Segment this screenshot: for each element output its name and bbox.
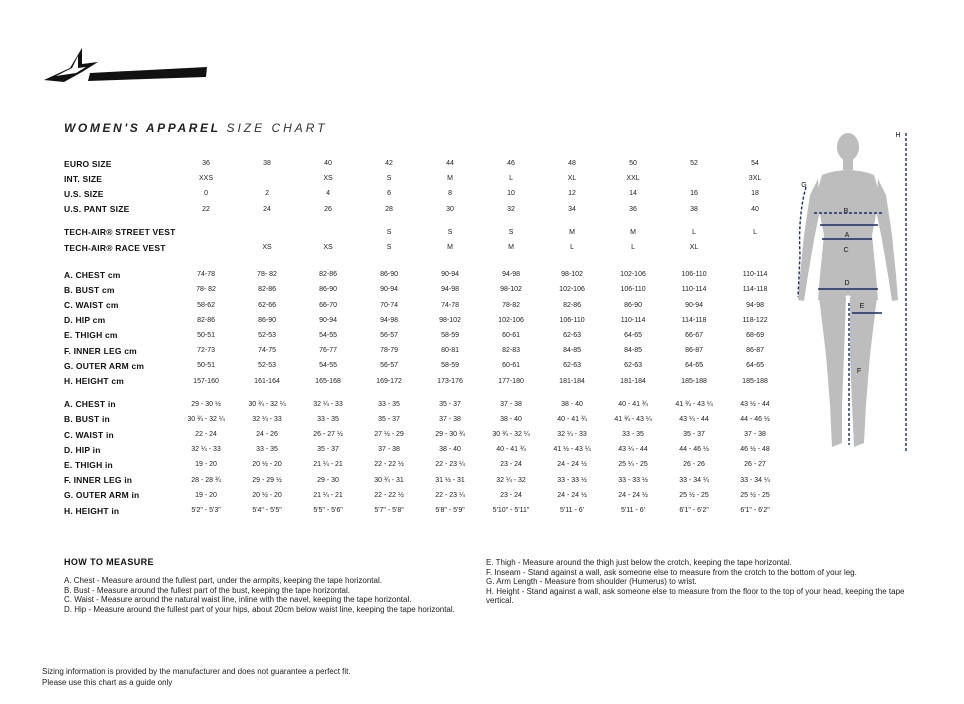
size-cell: 102-106 xyxy=(498,316,524,324)
size-cell: 86-87 xyxy=(685,347,703,355)
size-cell: 74-75 xyxy=(258,347,276,355)
title-light: SIZE CHART xyxy=(226,121,328,135)
size-cell: 38 - 40 xyxy=(439,446,461,454)
size-cell: 169-172 xyxy=(376,377,402,385)
size-cell: 94-98 xyxy=(746,301,764,309)
size-row xyxy=(64,488,786,503)
size-cell: 33 - 35 xyxy=(256,446,278,454)
row-label: E. THIGH in xyxy=(64,459,113,470)
size-cell: 165-168 xyxy=(315,377,341,385)
figure-label-d: D xyxy=(844,280,850,287)
size-cell: 22 - 22 ½ xyxy=(374,491,404,499)
how-to-measure-heading: HOW TO MEASURE xyxy=(64,557,154,567)
body-measurement-figure xyxy=(792,125,922,465)
size-cell: 70-74 xyxy=(380,301,398,309)
size-cell: 5'8" - 5'9" xyxy=(435,507,465,515)
size-cell: 25 ½ - 25 xyxy=(679,491,709,499)
size-cell: 35 - 37 xyxy=(683,431,705,439)
size-cell: 31 ½ - 31 xyxy=(435,476,465,484)
size-cell: 35 - 37 xyxy=(439,400,461,408)
how-to-item: F. Inseam - Stand against a wall, ask someone else to measure from the crotch to the bottom of your leg. xyxy=(486,567,857,577)
size-cell: 24 - 24 ½ xyxy=(618,491,648,499)
size-cell: 33 - 34 ¼ xyxy=(740,476,770,484)
alpinestars-logo xyxy=(42,46,212,84)
size-cell: S xyxy=(386,175,392,183)
size-cell: 22 - 24 xyxy=(195,431,217,439)
size-cell: 10 xyxy=(507,190,515,198)
size-cell: 22 xyxy=(202,205,210,213)
size-cell: 173-176 xyxy=(437,377,463,385)
size-cell: 46 xyxy=(507,160,515,168)
row-label: TECH-AIR® RACE VEST xyxy=(64,242,166,253)
size-cell: 181-184 xyxy=(620,377,646,385)
size-cell: S xyxy=(386,228,392,236)
size-row xyxy=(64,267,786,282)
size-cell: 0 xyxy=(204,190,208,198)
size-cell: 38 - 40 xyxy=(500,415,522,423)
size-cell: 43 ¼ - 44 xyxy=(679,415,709,423)
size-cell: 98-102 xyxy=(439,316,461,324)
row-label: A. CHEST in xyxy=(64,399,116,410)
size-cell: 78-79 xyxy=(380,347,398,355)
row-label: TECH-AIR® STREET VEST xyxy=(64,227,176,238)
size-cell: 56-57 xyxy=(380,362,398,370)
size-cell: 106-110 xyxy=(681,271,707,279)
size-cell: 44 xyxy=(446,160,454,168)
size-cell: 5'2" - 5'3" xyxy=(191,507,221,515)
size-cell xyxy=(176,225,237,240)
size-cell: 62-66 xyxy=(258,301,276,309)
size-cell: 43 ¼ - 44 xyxy=(618,446,648,454)
size-cell xyxy=(176,240,237,255)
row-label: H. HEIGHT cm xyxy=(64,376,125,387)
size-cell: 18 xyxy=(751,190,759,198)
size-cell: 28 - 28 ¾ xyxy=(191,476,221,484)
size-cell: 26 - 27 ½ xyxy=(313,431,343,439)
row-label: A. CHEST cm xyxy=(64,269,121,280)
size-cell: 98-102 xyxy=(561,271,583,279)
size-row xyxy=(64,240,786,255)
size-cell: 32 ¼ - 32 xyxy=(496,476,526,484)
size-cell: S xyxy=(447,228,453,236)
size-cell: 56-57 xyxy=(380,331,398,339)
size-cell: 62-63 xyxy=(563,331,581,339)
size-cell: M xyxy=(447,244,453,252)
size-cell: 5'11 - 6' xyxy=(621,507,645,515)
size-cell: 74-78 xyxy=(441,301,459,309)
size-cell: 37 - 38 xyxy=(744,431,766,439)
size-cell: 30 ¾ - 32 ¼ xyxy=(492,431,530,439)
size-cell: 60-61 xyxy=(502,331,520,339)
size-cell: 74-78 xyxy=(197,271,215,279)
size-cell: 58-62 xyxy=(197,301,215,309)
size-cell: 177-180 xyxy=(498,377,524,385)
size-row xyxy=(64,186,786,201)
size-cell: 38 xyxy=(263,160,271,168)
size-cell: 5'11 - 6' xyxy=(560,507,584,515)
size-cell: 33 - 33 ½ xyxy=(557,476,587,484)
size-cell: 86-90 xyxy=(258,316,276,324)
size-cell xyxy=(298,225,359,240)
size-cell: XL xyxy=(567,175,577,183)
size-cell: 86-90 xyxy=(319,286,337,294)
size-cell: M xyxy=(630,228,636,236)
size-cell: 82-86 xyxy=(258,286,276,294)
size-cell: 41 ½ - 43 ¼ xyxy=(553,446,591,454)
size-cell: 38 - 40 xyxy=(561,400,583,408)
size-cell: 26 xyxy=(324,205,332,213)
size-cell: 80-81 xyxy=(441,347,459,355)
size-cell: 20 ½ - 20 xyxy=(252,461,282,469)
size-row xyxy=(64,313,786,328)
size-cell: 46 ½ - 48 xyxy=(740,446,770,454)
row-label: E. THIGH cm xyxy=(64,330,118,341)
size-cell: 35 - 37 xyxy=(378,415,400,423)
size-cell: 48 xyxy=(568,160,576,168)
size-cell: 33 - 35 xyxy=(622,431,644,439)
size-cell xyxy=(664,171,725,186)
size-cell: 29 - 30 ½ xyxy=(191,400,221,408)
size-cell: 24 xyxy=(263,205,271,213)
size-cell: 16 xyxy=(690,190,698,198)
size-cell: 37 - 38 xyxy=(500,400,522,408)
size-cell: 22 - 22 ½ xyxy=(374,461,404,469)
size-cell: 161-164 xyxy=(254,377,280,385)
size-cell: 19 - 20 xyxy=(195,461,217,469)
size-cell: 32 ¼ - 33 xyxy=(313,400,343,408)
size-cell: 33 - 33 ½ xyxy=(618,476,648,484)
size-cell: L xyxy=(570,244,574,252)
size-cell: 94-98 xyxy=(441,286,459,294)
row-label: G. OUTER ARM cm xyxy=(64,360,145,371)
row-spacer xyxy=(64,255,786,267)
size-cell: 110-114 xyxy=(620,316,646,324)
size-cell: 23 - 24 xyxy=(500,461,522,469)
size-cell: 181-184 xyxy=(559,377,585,385)
size-cell: 40 xyxy=(751,205,759,213)
size-cell: XXS xyxy=(199,175,214,183)
size-cell: 84-85 xyxy=(563,347,581,355)
size-cell: 38 xyxy=(690,205,698,213)
size-cell: 185-188 xyxy=(742,377,768,385)
size-cell: 94-98 xyxy=(502,271,520,279)
size-cell: L xyxy=(631,244,635,252)
size-cell: 118-122 xyxy=(742,316,768,324)
size-row xyxy=(64,503,786,518)
size-cell: 64-65 xyxy=(746,362,764,370)
size-cell: 78- 82 xyxy=(257,271,277,279)
how-to-item: H. Height - Stand against a wall, ask someone else to measure from the floor to the top of your head, keeping the tape vertical. xyxy=(486,586,905,606)
page-title xyxy=(64,121,328,135)
size-cell: 90-94 xyxy=(441,271,459,279)
size-cell: 24 - 26 xyxy=(256,431,278,439)
size-cell: 98-102 xyxy=(500,286,522,294)
size-row xyxy=(64,156,786,171)
how-to-item: A. Chest - Measure around the fullest part, under the armpits, keeping the tape horizontal. xyxy=(64,576,382,585)
size-cell: 62-63 xyxy=(563,362,581,370)
size-cell: 32 ¼ - 33 xyxy=(191,446,221,454)
size-cell: 40 - 41 ¾ xyxy=(557,415,587,423)
size-cell: 42 xyxy=(385,160,393,168)
row-label: C. WAIST cm xyxy=(64,300,119,311)
size-cell: 37 - 38 xyxy=(439,415,461,423)
row-label: C. WAIST in xyxy=(64,429,114,440)
size-cell: 24 - 24 ½ xyxy=(557,491,587,499)
row-label: U.S. SIZE xyxy=(64,188,104,199)
size-cell: 34 xyxy=(568,205,576,213)
size-cell: 82-86 xyxy=(563,301,581,309)
size-cell: 62-63 xyxy=(624,362,642,370)
size-cell: 64-65 xyxy=(624,331,642,339)
size-cell: 185-188 xyxy=(681,377,707,385)
size-cell: 58-59 xyxy=(441,362,459,370)
size-cell: 22 - 23 ¼ xyxy=(435,491,465,499)
size-cell: 32 ¼ - 33 xyxy=(557,431,587,439)
size-cell xyxy=(237,171,298,186)
figure-label-b: B xyxy=(843,208,849,215)
size-cell: 106-110 xyxy=(559,316,585,324)
footer-disclaimer xyxy=(42,666,351,688)
size-cell: 54-55 xyxy=(319,331,337,339)
size-cell: 102-106 xyxy=(559,286,585,294)
row-label: B. BUST cm xyxy=(64,284,115,295)
size-cell: 6'1" - 6'2" xyxy=(740,507,770,515)
how-to-item: B. Bust - Measure around the fullest part of the bust, keeping the tape horizontal. xyxy=(64,585,350,595)
size-cell: 5'10" - 5'11" xyxy=(492,507,530,515)
size-cell: 54 xyxy=(751,160,759,168)
figure-label-f: F xyxy=(856,368,862,375)
size-cell: 29 - 30 xyxy=(317,476,339,484)
size-row xyxy=(64,328,786,343)
size-cell: 32 ¼ - 33 xyxy=(252,415,282,423)
size-cell: XS xyxy=(323,175,333,183)
size-cell: 50 xyxy=(629,160,637,168)
size-cell: 33 - 35 xyxy=(378,400,400,408)
size-cell: 78-82 xyxy=(502,301,520,309)
size-cell: 110-114 xyxy=(742,271,768,279)
size-chart-table xyxy=(64,156,786,518)
size-row xyxy=(64,225,786,240)
row-label: H. HEIGHT in xyxy=(64,505,120,516)
size-cell: 110-114 xyxy=(681,286,707,294)
size-cell: 78- 82 xyxy=(196,286,216,294)
size-cell: 41 ¾ - 43 ¼ xyxy=(614,415,652,423)
size-cell: 19 - 20 xyxy=(195,491,217,499)
size-cell: 50-51 xyxy=(197,331,215,339)
figure-label-g: G xyxy=(801,182,807,189)
how-to-item: D. Hip - Measure around the fullest part of your hips, about 20cm below waist line, keeping the tape horizontal. xyxy=(64,604,455,614)
size-cell: 20 ½ - 20 xyxy=(252,491,282,499)
size-cell: 44 - 46 ½ xyxy=(679,446,709,454)
size-cell: 4 xyxy=(326,190,330,198)
size-cell: 157-160 xyxy=(193,377,219,385)
size-row xyxy=(64,282,786,297)
size-row xyxy=(64,171,786,186)
row-label: F. INNER LEG in xyxy=(64,475,133,486)
size-cell: 86-90 xyxy=(624,301,642,309)
size-cell: S xyxy=(386,244,392,252)
size-cell: 8 xyxy=(448,190,452,198)
footer-line-2: Please use this chart as a guide only xyxy=(42,678,173,687)
size-cell: 6 xyxy=(387,190,391,198)
size-cell: 21 ¼ - 21 xyxy=(313,461,343,469)
how-to-item: E. Thigh - Measure around the thigh just below the crotch, keeping the tape horizontal. xyxy=(486,558,792,567)
size-cell: 36 xyxy=(629,205,637,213)
size-cell: 27 ½ - 29 xyxy=(374,431,404,439)
size-cell: 25 ¼ - 25 xyxy=(618,461,648,469)
size-cell: 30 ¾ - 31 xyxy=(374,476,404,484)
size-cell: 29 - 29 ½ xyxy=(252,476,282,484)
size-cell: 90-94 xyxy=(685,301,703,309)
size-cell: 2 xyxy=(265,190,269,198)
size-cell: 40 xyxy=(324,160,332,168)
size-row xyxy=(64,397,786,412)
figure-label-h: H xyxy=(895,132,901,139)
size-cell: 14 xyxy=(629,190,637,198)
size-row xyxy=(64,442,786,457)
size-cell: 58-59 xyxy=(441,331,459,339)
size-row xyxy=(64,373,786,388)
row-spacer xyxy=(64,389,786,397)
size-row xyxy=(64,202,786,217)
size-cell: 90-94 xyxy=(380,286,398,294)
size-cell: 29 - 30 ¾ xyxy=(435,431,465,439)
size-cell: 35 - 37 xyxy=(317,446,339,454)
size-cell: 30 xyxy=(446,205,454,213)
size-row xyxy=(64,457,786,472)
footer-line-1: Sizing information is provided by the manufacturer and does not guarantee a perfect fit. xyxy=(42,667,351,676)
size-cell xyxy=(725,240,786,255)
row-label: B. BUST in xyxy=(64,414,110,425)
size-cell: 36 xyxy=(202,160,210,168)
size-cell: 28 xyxy=(385,205,393,213)
size-cell: 22 - 23 ¼ xyxy=(435,461,465,469)
size-cell: 26 - 27 xyxy=(744,461,766,469)
row-label: G. OUTER ARM in xyxy=(64,490,140,501)
size-cell: 5'7" - 5'8" xyxy=(374,507,404,515)
size-cell: L xyxy=(692,228,696,236)
size-cell: 60-61 xyxy=(502,362,520,370)
size-cell: 102-106 xyxy=(620,271,646,279)
size-cell: 90-94 xyxy=(319,316,337,324)
size-cell: 86-90 xyxy=(380,271,398,279)
size-cell: S xyxy=(508,228,514,236)
size-cell: L xyxy=(509,175,513,183)
size-cell: 66-67 xyxy=(685,331,703,339)
row-label: D. HIP in xyxy=(64,444,101,455)
size-cell: M xyxy=(447,175,453,183)
size-cell: 33 - 34 ¼ xyxy=(679,476,709,484)
figure-label-c: C xyxy=(843,247,849,254)
size-cell: 72-73 xyxy=(197,347,215,355)
size-cell: 25 ½ - 25 xyxy=(740,491,770,499)
size-cell: 32 xyxy=(507,205,515,213)
size-cell: 52-53 xyxy=(258,331,276,339)
size-cell: 82-83 xyxy=(502,347,520,355)
size-row xyxy=(64,427,786,442)
size-cell: 40 - 41 ¾ xyxy=(618,400,648,408)
size-cell: 12 xyxy=(568,190,576,198)
size-cell: 114-118 xyxy=(742,286,768,294)
size-cell: 52 xyxy=(690,160,698,168)
size-cell: 5'5" - 5'6" xyxy=(313,507,343,515)
size-cell: 64-65 xyxy=(685,362,703,370)
row-label: EURO SIZE xyxy=(64,158,112,169)
size-cell: 30 ¾ - 32 ¼ xyxy=(187,415,225,423)
size-cell: 3XL xyxy=(748,175,762,183)
row-label: F. INNER LEG cm xyxy=(64,345,137,356)
size-cell: 84-85 xyxy=(624,347,642,355)
size-cell: 26 - 26 xyxy=(683,461,705,469)
size-cell: 94-98 xyxy=(380,316,398,324)
size-cell: 44 - 46 ½ xyxy=(740,415,770,423)
size-cell: 30 ¾ - 32 ¼ xyxy=(248,400,286,408)
size-cell: 106-110 xyxy=(620,286,646,294)
how-to-left xyxy=(64,576,464,614)
size-cell: XS xyxy=(323,244,333,252)
row-label: INT. SIZE xyxy=(64,173,103,184)
figure-label-e: E xyxy=(859,303,865,310)
size-cell: 6'1" - 6'2" xyxy=(679,507,709,515)
size-cell: 114-118 xyxy=(681,316,707,324)
size-row xyxy=(64,343,786,358)
size-cell: M xyxy=(569,228,575,236)
size-cell: XXL xyxy=(626,175,640,183)
row-label: D. HIP cm xyxy=(64,315,106,326)
size-row xyxy=(64,358,786,373)
size-cell: 68-69 xyxy=(746,331,764,339)
size-cell: 24 - 24 ½ xyxy=(557,461,587,469)
size-row xyxy=(64,298,786,313)
size-cell: 23 - 24 xyxy=(500,491,522,499)
row-spacer xyxy=(64,217,786,225)
size-cell: 82-86 xyxy=(197,316,215,324)
size-cell: XS xyxy=(262,244,272,252)
size-cell: M xyxy=(508,244,514,252)
size-row xyxy=(64,412,786,427)
size-cell: 54-55 xyxy=(319,362,337,370)
how-to-right xyxy=(486,558,906,606)
size-cell: 33 - 35 xyxy=(317,415,339,423)
size-cell: 82-86 xyxy=(319,271,337,279)
size-cell: 66-70 xyxy=(319,301,337,309)
how-to-item: G. Arm Length - Measure from shoulder (Humerus) to wrist. xyxy=(486,577,697,587)
size-cell: 43 ½ - 44 xyxy=(740,400,770,408)
figure-label-a: A xyxy=(844,232,850,239)
size-cell: 37 - 38 xyxy=(378,446,400,454)
size-row xyxy=(64,473,786,488)
size-cell: XL xyxy=(689,244,699,252)
size-cell: 86-87 xyxy=(746,347,764,355)
size-cell: 50-51 xyxy=(197,362,215,370)
title-bold: WOMEN'S APPAREL xyxy=(64,121,221,135)
size-cell: 40 - 41 ¾ xyxy=(496,446,526,454)
size-cell xyxy=(237,225,298,240)
size-cell: L xyxy=(753,228,757,236)
size-cell: 5'4" - 5'5" xyxy=(252,507,282,515)
how-to-item: C. Waist - Measure around the natural waist line, inline with the navel, keeping the tape horizontal. xyxy=(64,595,412,605)
size-cell: 21 ¼ - 21 xyxy=(313,491,343,499)
row-label: U.S. PANT SIZE xyxy=(64,204,130,215)
size-cell: 41 ¾ - 43 ¼ xyxy=(675,400,713,408)
size-cell: 76-77 xyxy=(319,347,337,355)
size-cell: 52-53 xyxy=(258,362,276,370)
